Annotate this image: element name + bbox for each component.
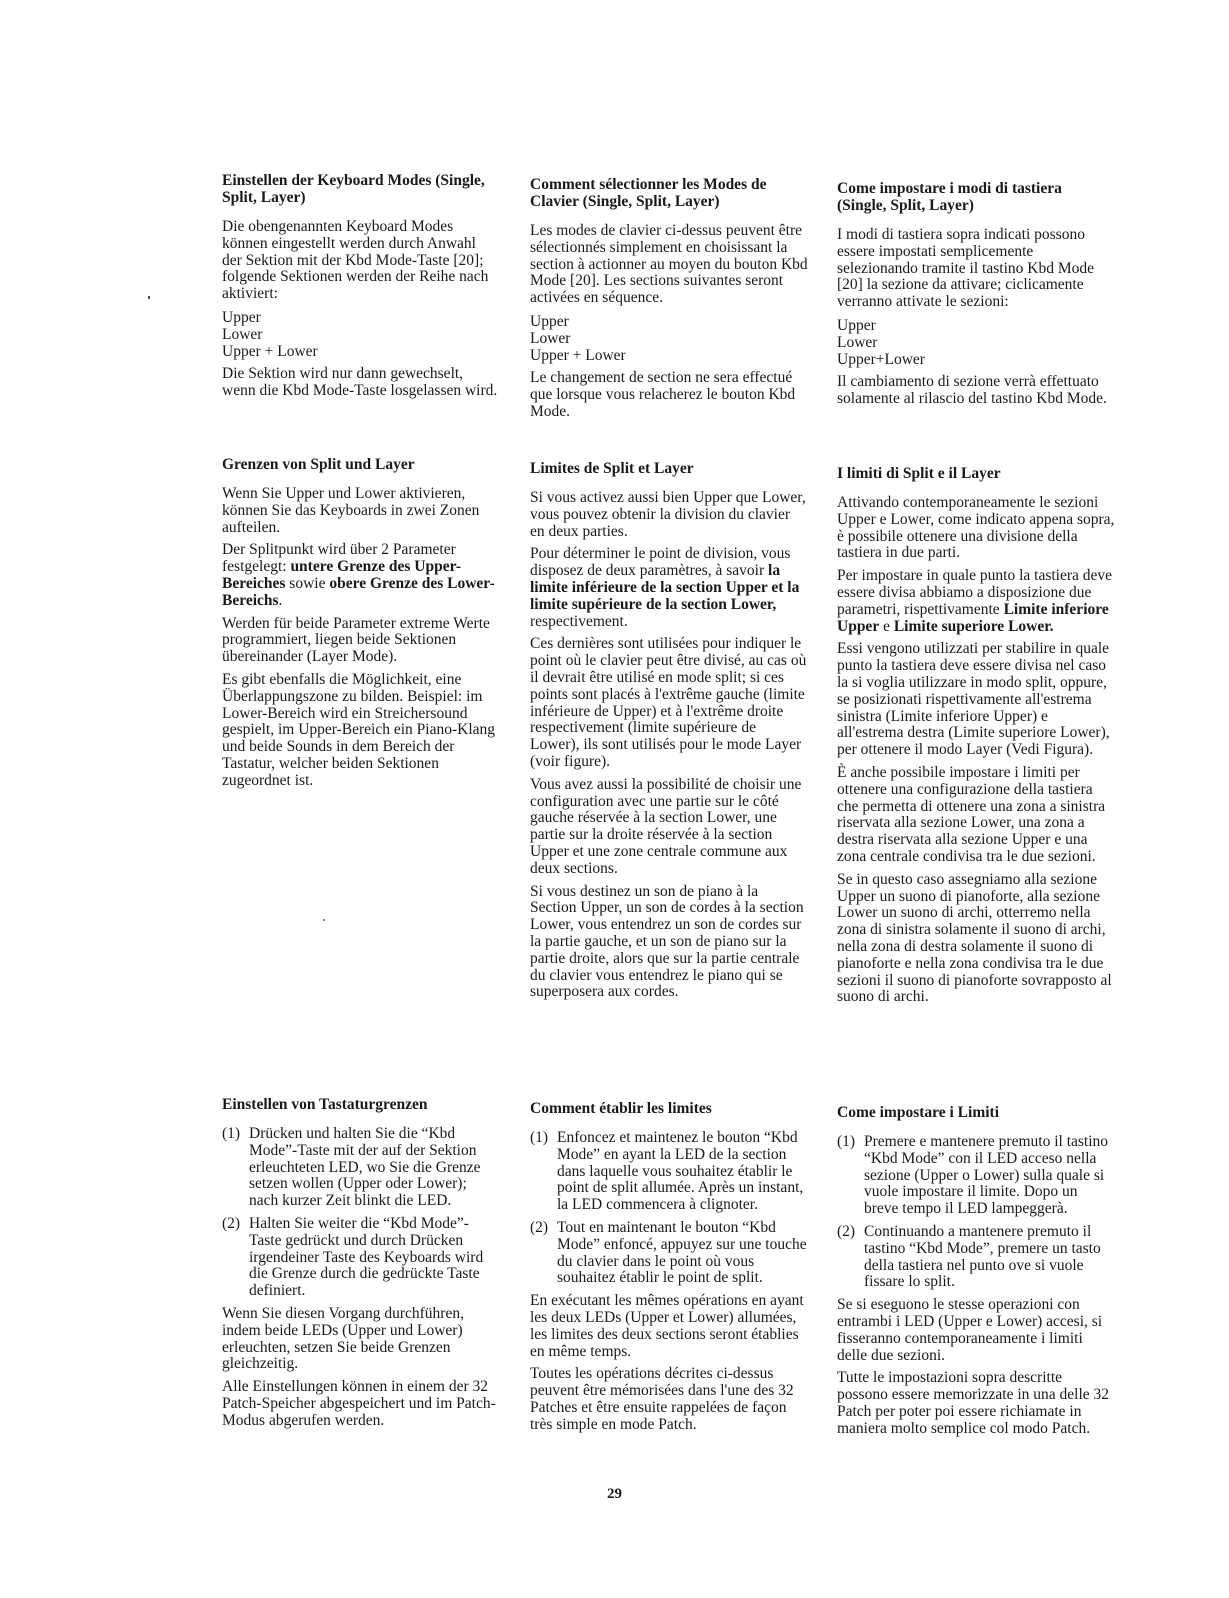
steps-list [837, 1134, 1115, 1291]
step-number: (2) [530, 1218, 549, 1236]
paragraph: Alle Einstellungen können in einem der 32 Patch-Speicher abgespeichert und im Patch-Modus abgerufen werden. [222, 1378, 496, 1429]
section-keyboard-modes-fr [530, 176, 808, 426]
emphasis: Limite inferiore Upper [837, 600, 1109, 635]
paragraph: Si vous activez aussi bien Upper que Lower, vous pouvez obtenir la division du clavier en deux parties. [530, 489, 806, 540]
step-item [837, 1134, 1115, 1218]
list-item: Lower [222, 325, 263, 343]
paragraph [222, 542, 498, 609]
emphasis: untere Grenze des Upper-Bereiches [222, 558, 462, 592]
text-run: Pour déterminer le point de division, vous disposez de deux paramètres, à savoir [530, 545, 791, 580]
step-text: Drücken und halten Sie die “Kbd Mode”-Taste mit der auf der Sektion erleuchteten LED, wo Sie die Grenze setzen wollen (Upper oder Lower); nach kurzer Zeit blinkt die LED. [249, 1125, 481, 1210]
step-item [530, 1220, 808, 1287]
paragraph: I modi di tastiera sopra indicati possono essere impostati semplicemente selezionando tramite il tastino Kbd Mode [20] la sezione da attivare; ciclicamente verranno attivate le sezioni: [837, 226, 1094, 311]
paragraph: Die Sektion wird nur dann gewechselt, wenn die Kbd Mode-Taste losgelassen wird. [222, 364, 498, 399]
step-item [837, 1224, 1115, 1291]
step-text: Continuando a mantenere premuto il tastino “Kbd Mode”, premere un tasto della tastiera nel punto ove si vuole fissare lo split. [864, 1222, 1101, 1291]
text-run: Per impostare in quale punto la tastiera deve essere divisa abbiamo a disposizione due parametri, rispettivamente [837, 567, 1113, 618]
paragraph: Tutte le impostazioni sopra descritte possono essere memorizzate in una delle 32 Patch per poter poi essere richiamate in maniera molto semplice col modo Patch. [837, 1369, 1110, 1437]
section-title: Limites de Split et Layer [530, 460, 694, 477]
step-text: Premere e mantenere premuto il tastino “Kbd Mode” con il LED acceso nella sezione (Upper o Lower) sulla quale si vuole impostare il limite. Dopo un breve tempo il LED lampeggerà. [864, 1133, 1109, 1218]
page-number: 29 [607, 1486, 622, 1502]
step-text: Halten Sie weiter die “Kbd Mode”-Taste gedrückt und durch Drücken irgendeiner Taste des Keyboards wird die Grenze durch die gedrückte Taste definiert. [249, 1214, 484, 1300]
section-title: Come impostare i modi di tastiera (Single, Split, Layer) [837, 180, 1062, 214]
steps-list [222, 1126, 498, 1300]
paragraph: Se si eseguono le stesse operazioni con entrambi i LED (Upper e Lower) accesi, si fisseranno contemporaneamente i limiti delle due sezioni. [837, 1296, 1103, 1364]
section-keyboard-modes-it [837, 180, 1115, 414]
section-split-layer-de [222, 456, 498, 796]
text-run: . [278, 591, 283, 609]
paragraph [530, 546, 808, 630]
step-item [222, 1216, 498, 1300]
list-item: Upper+Lower [837, 350, 925, 368]
emphasis: obere Grenze des Lower-Bereichs [222, 574, 495, 609]
paragraph: Ces dernières sont utilisées pour indiquer le point où le clavier peut être divisé, au cas où il devrait être utilisé en mode split; si ces points sont placés à l'extrême gauche (limite inférieure de Upper) et à l'extrême droite respectivement (limite supérieure de Lower), ils sont utilisés pour le mode Layer (voir figure). [530, 635, 807, 770]
text-run: Der Splitpunkt wird über 2 Parameter festgelegt: [222, 541, 456, 576]
section-split-layer-fr [530, 460, 808, 1007]
section-list [222, 309, 498, 360]
scan-speck [323, 919, 325, 921]
scan-speck [148, 296, 150, 299]
paragraph: Essi vengono utilizzati per stabilire in quale punto la tastiera deve essere divisa nel caso la si voglia utilizzare in modo split, oppure, se posizionati rispettivamente all'estrema sinistra (Limite inferiore Upper) e all'estrema destra (Limite superiore Lower), per ottenere il modo Layer (Vedi Figura). [837, 640, 1110, 759]
section-list [837, 317, 1115, 368]
section-set-limits-fr [530, 1100, 808, 1440]
section-title: Come impostare i Limiti [837, 1104, 1000, 1121]
section-set-limits-it [837, 1104, 1115, 1444]
step-number: (2) [837, 1222, 856, 1240]
emphasis: la limite inférieure de la section Upper et la limite supérieure de la section Lower, [530, 562, 800, 613]
paragraph: Le changement de section ne sera effectué que lorsque vous relacherez le bouton Kbd Mode. [530, 368, 796, 420]
list-item: Upper [530, 312, 569, 330]
section-set-limits-de [222, 1096, 498, 1436]
step-item [222, 1126, 498, 1210]
text-run: e [879, 617, 894, 635]
list-item: Upper [222, 308, 261, 326]
section-title: Einstellen der Keyboard Modes (Single, Split, Layer) [222, 172, 485, 206]
section-keyboard-modes-de [222, 172, 498, 406]
list-item: Upper + Lower [530, 346, 626, 364]
paragraph: Si vous destinez un son de piano à la Section Upper, un son de cordes à la section Lower, vous entendrez un son de cordes sur la partie gauche, et un son de piano sur la partie droite, alors que sur la partie centrale du clavier vous entendrez le piano qui se superposera aux cordes. [530, 882, 804, 1001]
list-item: Lower [530, 329, 571, 347]
section-title: Grenzen von Split und Layer [222, 456, 415, 473]
paragraph: En exécutant les mêmes opérations en ayant les deux LEDs (Upper et Lower) allumées, les limites des deux sections seront établies en même temps. [530, 1292, 804, 1360]
step-item [530, 1130, 808, 1214]
paragraph: Die obengenannten Keyboard Modes können eingestellt werden durch Anwahl der Sektion mit der Kbd Mode-Taste [20]; folgende Sektionen werden der Reihe nach aktiviert: [222, 218, 489, 303]
steps-list [530, 1130, 808, 1287]
paragraph: Wenn Sie diesen Vorgang durchführen, indem beide LEDs (Upper und Lower) erleuchten, setzen Sie beide Grenzen gleichzeitig. [222, 1304, 464, 1373]
step-number: (2) [222, 1214, 241, 1232]
paragraph: Les modes de clavier ci-dessus peuvent être sélectionnés simplement en choisissant la section à actionner au moyen du bouton Kbd Mode [20]. Les sections suivantes seront activées en séquence. [530, 222, 808, 307]
section-title: Einstellen von Tastaturgrenzen [222, 1096, 428, 1113]
step-text: Tout en maintenant le bouton “Kbd Mode” enfoncé, appuyez sur une touche du clavier dans le point où vous souhaitez établir le point de split. [557, 1218, 807, 1287]
paragraph: Il cambiamento di sezione verrà effettuato solamente al rilascio del tastino Kbd Mode. [837, 372, 1107, 407]
list-item: Lower [837, 333, 878, 351]
paragraph: È anche possibile impostare i limiti per ottenere una configurazione della tastiera che permetta di ottenere una zona a sinistra riservata alla sezione Lower, una zona a destra riservata alla sezione Upper e una zona centrale condivisa tra le due sezioni. [837, 763, 1106, 865]
section-split-layer-it [837, 465, 1115, 1012]
paragraph: Se in questo caso assegniamo alla sezione Upper un suono di pianoforte, alla sezione Lower un suono di archi, otterremo nella zona di sinistra solamente il suono di archi, nella zona di destra solamente il suono di pianoforte e nella zona condivisa tra le due sezioni il suono di pianoforte sovrapposto al suono di archi. [837, 870, 1112, 1006]
step-text: Enfoncez et maintenez le bouton “Kbd Mode” en ayant la LED de la section dans laquelle vous souhaitez établir le point de split allumée. Après un instant, la LED commencera à clignoter. [557, 1129, 804, 1214]
text-run: respectivement. [530, 612, 628, 630]
list-item: Upper [837, 316, 876, 334]
emphasis: Limite superiore Lower. [893, 617, 1054, 635]
section-title: Comment sélectionner les Modes de Clavier (Single, Split, Layer) [530, 176, 767, 210]
step-number: (1) [837, 1133, 856, 1150]
paragraph: Toutes les opérations décrites ci-dessus peuvent être mémorisées dans l'une des 32 Patches et être ensuite rappelées de façon très simple en mode Patch. [530, 1365, 794, 1433]
section-list [530, 313, 808, 364]
paragraph: Werden für beide Parameter extreme Werte programmiert, liegen beide Sektionen übereinander (Layer Mode). [222, 614, 490, 666]
paragraph: Es gibt ebenfalls die Möglichkeit, eine Überlappungszone zu bilden. Beispiel: im Lower-Bereich wird ein Streichersound gespielt, im Upper-Bereich ein Piano-Klang und beide Sounds in dem Bereich der Tastatur, welcher beiden Sektionen zugeordnet ist. [222, 670, 496, 789]
step-number: (1) [530, 1129, 549, 1146]
step-number: (1) [222, 1125, 241, 1142]
paragraph: Attivando contemporaneamente le sezioni Upper e Lower, come indicato appena sopra, è possibile ottenere una divisione della tastiera in due parti. [837, 494, 1115, 562]
paragraph: Vous avez aussi la possibilité de choisir une configuration avec une partie sur le côté gauche réservée à la section Lower, une partie sur la droite réservée à la section Upper et une zone centrale commune aux deux sections. [530, 775, 802, 877]
paragraph [837, 568, 1115, 635]
section-title: I limiti di Split e il Layer [837, 465, 1001, 482]
paragraph: Wenn Sie Upper und Lower aktivieren, können Sie das Keyboards in zwei Zonen aufteilen. [222, 485, 480, 536]
list-item: Upper + Lower [222, 342, 318, 360]
text-run: sowie [285, 574, 330, 592]
section-title: Comment établir les limites [530, 1100, 712, 1117]
